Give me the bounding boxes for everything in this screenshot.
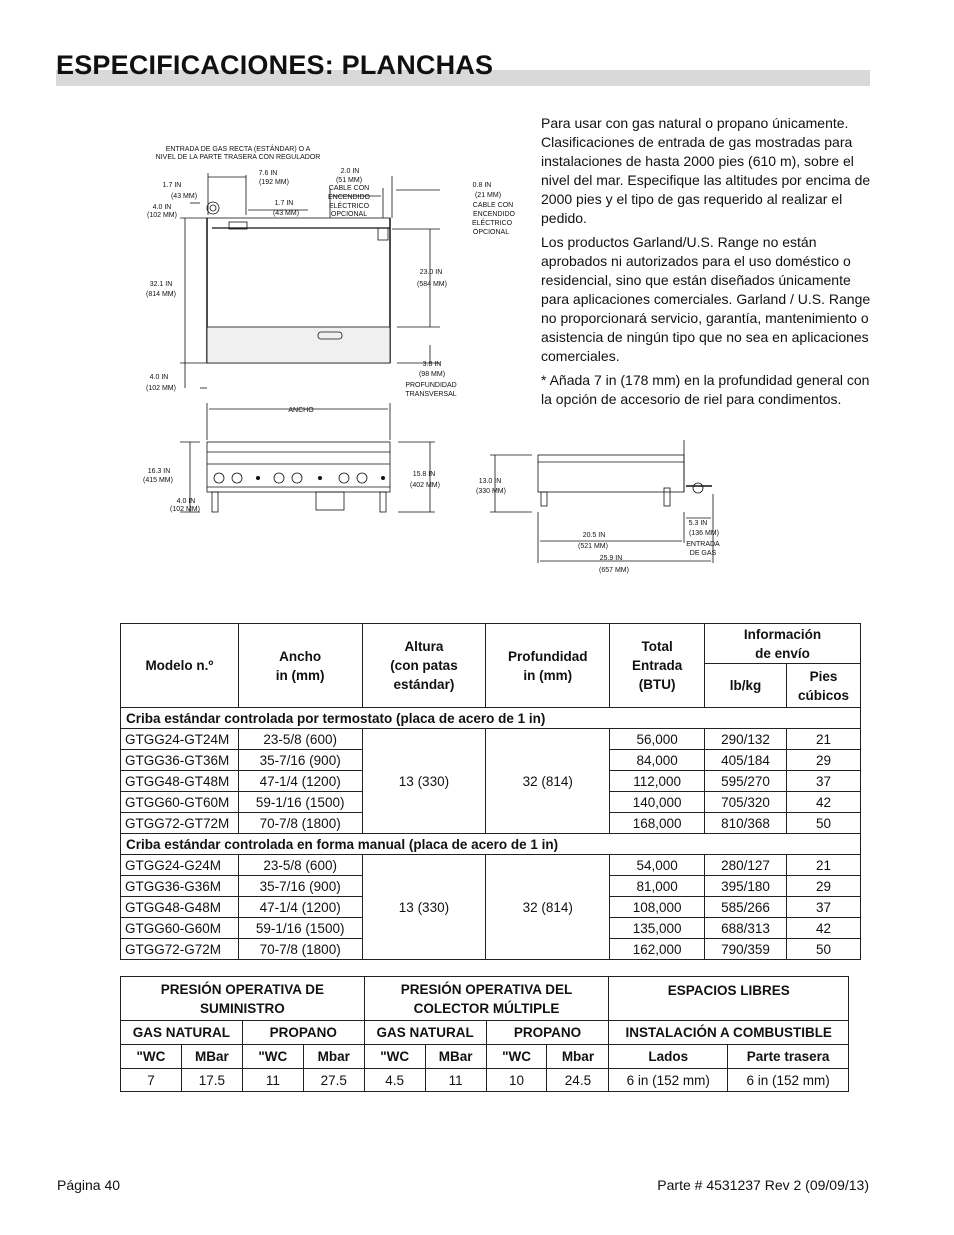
cell-width: 47-1/4 (1200)	[238, 771, 362, 792]
cell-btu: 162,000	[610, 939, 705, 960]
header-profundidad: Profundidad in (mm)	[486, 624, 610, 708]
cell-value: 6 in (152 mm)	[728, 1069, 849, 1092]
cell-lbkg: 810/368	[705, 813, 787, 834]
dim-25-9: 25.9 IN	[599, 555, 623, 562]
cell-depth: 32 (814)	[486, 729, 610, 834]
dim-3-8-mm: (98 MM)	[418, 371, 446, 378]
cell-width: 59-1/16 (1500)	[238, 918, 362, 939]
cell-value: 4.5	[364, 1069, 425, 1092]
cell-value: 24.5	[547, 1069, 609, 1092]
header-wc: "WC	[121, 1045, 182, 1069]
header-mbar: Mbar	[303, 1045, 364, 1069]
label-prof-2: TRANSVERSAL	[405, 391, 457, 398]
label-ancho: ANCHO	[288, 407, 314, 414]
label-cable-r3: ELÉCTRICO	[471, 220, 513, 227]
cell-btu: 112,000	[610, 771, 705, 792]
header-ancho: Ancho in (mm)	[238, 624, 362, 708]
cell-value: 11	[242, 1069, 303, 1092]
cell-lbkg: 405/184	[705, 750, 787, 771]
label-entrada-1: ENTRADA	[686, 541, 720, 548]
intro-paragraph-1: Para usar con gas natural o propano únicamente. Clasificaciones de entrada de gas mostradas para instalaciones de hasta 2000 pies (610 m), sobre el nivel del mar. Especifique las altitudes por encima de 2000 pies y el tipo de gas requerido al realizar el pedido.	[541, 115, 871, 226]
cell-lbkg: 688/313	[705, 918, 787, 939]
label-cable-r2: ENCENDIDO	[472, 211, 516, 218]
label-cable-2: ENCENDIDO	[327, 194, 371, 201]
cell-width: 47-1/4 (1200)	[238, 897, 362, 918]
cell-width: 23-5/8 (600)	[238, 729, 362, 750]
dim-20-5-mm: (521 MM)	[578, 543, 608, 550]
cell-height: 13 (330)	[362, 855, 486, 960]
label-prof-1: PROFUNDIDAD	[405, 382, 457, 389]
header-modelo: Modelo n.º	[121, 624, 239, 708]
cell-ft3: 21	[787, 729, 861, 750]
cell-model: GTGG36-G36M	[121, 876, 239, 897]
dim-4-0b: 4.0 IN	[149, 374, 169, 381]
dim-4-0a-mm: (102 MM)	[147, 212, 177, 219]
label-gas-entry-2: NIVEL DE LA PARTE TRASERA CON REGULADOR	[155, 154, 321, 161]
pressure-table	[120, 976, 849, 1092]
cell-btu: 56,000	[610, 729, 705, 750]
cell-lbkg: 395/180	[705, 876, 787, 897]
intro-paragraph-3: * Añada 7 in (178 mm) en la profundidad general con la opción de accesorio de riel para condimentos.	[541, 372, 870, 407]
header-supply-pressure: PRESIÓN OPERATIVA DE SUMINISTRO	[121, 977, 365, 1021]
table-row	[121, 1069, 849, 1092]
cell-value: 6 in (152 mm)	[609, 1069, 728, 1092]
intro-paragraph-2: Los productos Garland/U.S. Range no están aprobados ni autorizados para el uso doméstico o residencial, sino que están diseñados únicamente para aplicaciones comerciales. Garland / U.S. Range no proporcionará servicio, garantía, mantenimiento o asistencia de ningún tipo que no sea en aplicaciones comerciales.	[541, 234, 871, 364]
cell-ft3: 50	[787, 813, 861, 834]
table-row	[121, 729, 861, 750]
cell-model: GTGG24-GT24M	[121, 729, 239, 750]
cell-model: GTGG60-GT60M	[121, 792, 239, 813]
dim-23-0: 23.0 IN	[419, 269, 443, 276]
cell-lbkg: 585/266	[705, 897, 787, 918]
cell-btu: 81,000	[610, 876, 705, 897]
header-propano-2: PROPANO	[486, 1021, 609, 1045]
dim-7-6: 7.6 IN	[258, 170, 278, 177]
dim-20-5: 20.5 IN	[582, 532, 606, 539]
cell-width: 35-7/16 (900)	[238, 876, 362, 897]
label-gas-entry-1: ENTRADA DE GAS RECTA (ESTÁNDAR) O A	[165, 146, 311, 153]
cell-lbkg: 705/320	[705, 792, 787, 813]
dim-16-3-mm: (415 MM)	[143, 477, 173, 484]
header-wc: "WC	[242, 1045, 303, 1069]
cell-lbkg: 595/270	[705, 771, 787, 792]
cell-btu: 54,000	[610, 855, 705, 876]
dim-25-9-mm: (657 MM)	[599, 567, 629, 574]
cell-value: 10	[486, 1069, 547, 1092]
cell-width: 35-7/16 (900)	[238, 750, 362, 771]
label-cable-r1: CABLE CON	[472, 202, 514, 209]
dim-23-0-mm: (584 MM)	[417, 281, 447, 288]
dim-32-1: 32.1 IN	[149, 281, 173, 288]
page-number: Página 40	[57, 1177, 121, 1193]
label-cable-r4: OPCIONAL	[472, 229, 510, 236]
header-mbar: MBar	[181, 1045, 242, 1069]
header-clearances: ESPACIOS LIBRES	[609, 977, 849, 1021]
table-row	[121, 855, 861, 876]
griddle-side-view	[538, 455, 684, 492]
header-gas-natural-2: GAS NATURAL	[364, 1021, 486, 1045]
label-cable-3: ELÉCTRICO	[328, 203, 370, 210]
header-envio: Información de envío	[705, 624, 861, 664]
cell-btu: 140,000	[610, 792, 705, 813]
cell-ft3: 50	[787, 939, 861, 960]
cell-lbkg: 280/127	[705, 855, 787, 876]
dim-1-7b: 1.7 IN	[274, 200, 294, 207]
cell-btu: 84,000	[610, 750, 705, 771]
cell-width: 70-7/8 (1800)	[238, 813, 362, 834]
cell-value: 7	[121, 1069, 182, 1092]
cell-lbkg: 790/359	[705, 939, 787, 960]
cell-value: 17.5	[181, 1069, 242, 1092]
cell-ft3: 21	[787, 855, 861, 876]
cell-value: 27.5	[303, 1069, 364, 1092]
cell-model: GTGG24-G24M	[121, 855, 239, 876]
cell-width: 70-7/8 (1800)	[238, 939, 362, 960]
dim-4-0a: 4.0 IN	[152, 204, 172, 211]
header-total: Total Entrada (BTU)	[610, 624, 705, 708]
header-lbkg: lb/kg	[705, 664, 787, 708]
dim-1-7a-mm: (43 MM)	[170, 193, 198, 200]
cell-height: 13 (330)	[362, 729, 486, 834]
cell-ft3: 29	[787, 876, 861, 897]
label-entrada-2: DE GAS	[689, 550, 717, 557]
label-cable-1: CABLE CON	[328, 185, 370, 192]
header-manifold-pressure: PRESIÓN OPERATIVA DEL COLECTOR MÚLTIPLE	[364, 977, 609, 1021]
section-manual: Criba estándar controlada en forma manual (placa de acero de 1 in)	[121, 834, 861, 855]
header-mbar: MBar	[425, 1045, 486, 1069]
griddle-front-view	[207, 442, 390, 492]
dim-5-3-mm: (136 MM)	[689, 530, 719, 537]
dim-7-6-mm: (192 MM)	[259, 179, 289, 186]
dim-1-7a: 1.7 IN	[162, 182, 182, 189]
cell-btu: 135,000	[610, 918, 705, 939]
header-mbar: Mbar	[547, 1045, 609, 1069]
dim-2-0: 2.0 IN	[340, 168, 360, 175]
cell-ft3: 37	[787, 897, 861, 918]
dim-4-0c: 4.0 IN	[176, 498, 196, 505]
cell-model: GTGG48-G48M	[121, 897, 239, 918]
cell-ft3: 42	[787, 918, 861, 939]
cell-model: GTGG36-GT36M	[121, 750, 239, 771]
header-pies: Pies cúbicos	[787, 664, 861, 708]
dim-0-8: 0.8 IN	[472, 182, 492, 189]
dim-2-0-mm: (51 MM)	[335, 177, 363, 184]
section-thermostat: Criba estándar controlada por termostato (placa de acero de 1 in)	[121, 708, 861, 729]
dim-15-8: 15.8 IN	[412, 471, 436, 478]
cell-width: 23-5/8 (600)	[238, 855, 362, 876]
dim-5-3: 5.3 IN	[688, 520, 708, 527]
header-trasera: Parte trasera	[728, 1045, 849, 1069]
technical-drawing	[0, 0, 954, 600]
header-wc: "WC	[486, 1045, 547, 1069]
header-propano: PROPANO	[242, 1021, 364, 1045]
header-instalacion: INSTALACIÓN A COMBUSTIBLE	[609, 1021, 849, 1045]
cell-model: GTGG48-GT48M	[121, 771, 239, 792]
dim-4-0b-mm: (102 MM)	[146, 385, 176, 392]
header-wc: "WC	[364, 1045, 425, 1069]
dim-13-0: 13.0 IN	[478, 478, 502, 485]
dim-3-8: 3.8 IN	[422, 361, 442, 368]
cell-ft3: 29	[787, 750, 861, 771]
dim-0-8-mm: (21 MM)	[474, 192, 502, 199]
cell-ft3: 37	[787, 771, 861, 792]
cell-model: GTGG60-G60M	[121, 918, 239, 939]
page-title: ESPECIFICACIONES: PLANCHAS	[56, 50, 494, 80]
cell-btu: 168,000	[610, 813, 705, 834]
header-lados: Lados	[609, 1045, 728, 1069]
header-gas-natural: GAS NATURAL	[121, 1021, 243, 1045]
specifications-table	[120, 623, 861, 960]
dim-13-0-mm: (330 MM)	[476, 488, 506, 495]
dim-1-7b-mm: (43 MM)	[272, 210, 300, 217]
label-cable-4: OPCIONAL	[330, 211, 368, 218]
cell-ft3: 42	[787, 792, 861, 813]
cell-btu: 108,000	[610, 897, 705, 918]
dim-4-0c-mm: (102 MM)	[170, 506, 200, 513]
cell-value: 11	[425, 1069, 486, 1092]
cell-model: GTGG72-G72M	[121, 939, 239, 960]
cell-lbkg: 290/132	[705, 729, 787, 750]
header-altura: Altura (con patas estándar)	[362, 624, 486, 708]
cell-depth: 32 (814)	[486, 855, 610, 960]
dim-16-3: 16.3 IN	[147, 468, 171, 475]
cell-model: GTGG72-GT72M	[121, 813, 239, 834]
part-number: Parte # 4531237 Rev 2 (09/09/13)	[657, 1177, 869, 1193]
dim-15-8-mm: (402 MM)	[410, 482, 440, 489]
dim-32-1-mm: (814 MM)	[146, 291, 176, 298]
cell-width: 59-1/16 (1500)	[238, 792, 362, 813]
